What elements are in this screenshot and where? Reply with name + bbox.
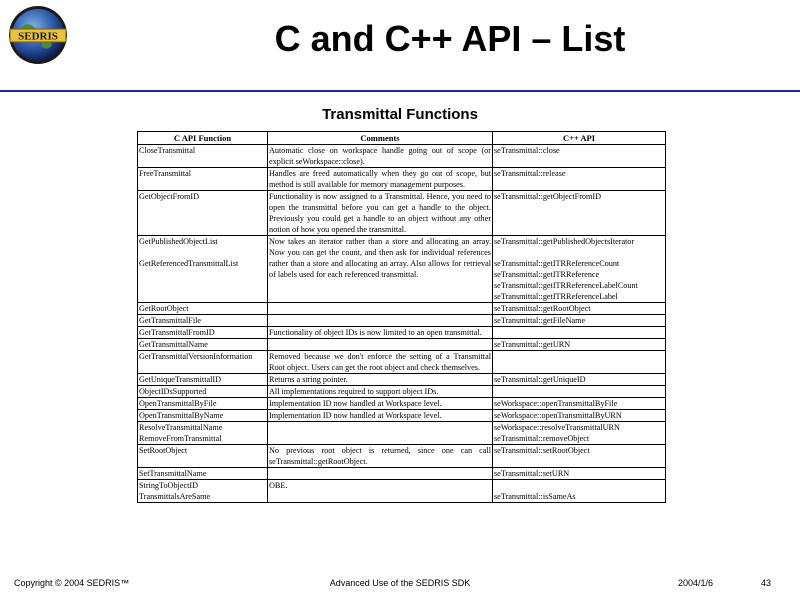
c-function-name: GetUniqueTransmittalID (139, 375, 222, 384)
cpp-api-cell (493, 386, 666, 398)
table-row (138, 145, 666, 168)
table-row (138, 339, 666, 351)
c-api-cell (138, 480, 268, 503)
cpp-method-name (494, 247, 664, 258)
c-api-cell (138, 145, 268, 168)
cpp-method-name: seTransmittal::getFileName (494, 316, 586, 325)
cpp-method-name: seTransmittal::getITRReferenceLabelCount (494, 281, 638, 290)
c-function-name: GetRootObject (139, 304, 189, 313)
comment-cell (268, 315, 493, 327)
c-function-name: FreeTransmittal (139, 169, 192, 178)
slide-title: C and C++ API – List (274, 18, 626, 59)
c-api-cell (138, 422, 268, 445)
footer-copyright: Copyright © 2004 SEDRIS™ (14, 578, 130, 588)
cpp-api-cell (493, 374, 666, 386)
comment-cell (268, 303, 493, 315)
c-api-cell (138, 315, 268, 327)
table-title: Transmittal Functions (322, 106, 478, 123)
comment-cell: No previous root object is returned, since one can call seTransmittal::getRootObject. (269, 446, 491, 466)
c-function-name: ResolveTransmittalName (139, 423, 223, 432)
comment-cell: Implementation ID now handled at Workspace level. (268, 398, 493, 410)
cpp-method-name: seTransmittal::removeObject (494, 434, 590, 443)
cpp-method-name: seTransmittal::getRootObject (494, 304, 591, 313)
header-c-api: C API Function (138, 132, 268, 145)
c-api-cell (138, 351, 268, 374)
c-function-name: OpenTransmittalByFile (139, 399, 217, 408)
c-api-cell (138, 468, 268, 480)
table-row (138, 351, 666, 374)
c-api-cell (138, 445, 268, 468)
cpp-api-cell (493, 315, 666, 327)
header-comments: Comments (268, 132, 493, 145)
cpp-api-cell (493, 410, 666, 422)
cpp-api-cell (493, 168, 666, 191)
c-api-cell (138, 327, 268, 339)
c-function-name: GetTransmittalName (139, 340, 208, 349)
cpp-method-name: seWorkspace::openTransmittalByURN (494, 411, 622, 420)
cpp-method-name: seTransmittal::setRootObject (494, 446, 590, 455)
c-api-cell (138, 168, 268, 191)
footer-title: Advanced Use of the SEDRIS SDK (329, 578, 471, 588)
cpp-api-cell (493, 145, 666, 168)
cpp-api-cell (493, 445, 666, 468)
title-divider (0, 90, 800, 92)
c-function-name: OpenTransmittalByName (139, 411, 224, 420)
comment-cell (268, 468, 493, 480)
cpp-method-name: seWorkspace::openTransmittalByFile (494, 399, 618, 408)
c-function-name: GetTransmittalFromID (139, 328, 215, 337)
c-function-name: RemoveFromTransmittal (139, 434, 222, 443)
cpp-api-cell (493, 236, 666, 303)
cpp-method-name: seTransmittal::getITRReferenceCount (494, 259, 620, 268)
cpp-method-name: seWorkspace::resolveTransmittalURN (494, 423, 620, 432)
cpp-api-cell (493, 422, 666, 445)
c-api-cell (138, 303, 268, 315)
cpp-api-cell (493, 303, 666, 315)
c-api-cell (138, 191, 268, 236)
table-row (138, 480, 666, 503)
cpp-method-name: seTransmittal::release (494, 169, 566, 178)
table-row (138, 410, 666, 422)
cpp-method-name: seTransmittal::getPublishedObjectsIterator (494, 237, 635, 246)
comment-cell: Returns a string pointer. (268, 374, 493, 386)
c-function-name: GetPublishedObjectList (139, 237, 218, 246)
cpp-api-cell (493, 191, 666, 236)
c-api-cell (138, 339, 268, 351)
comment-cell: Implementation ID now handled at Workspace level. (268, 410, 493, 422)
comment-cell: Automatic close on workspace handle going out of scope (or explicit seWorkspace::close). (269, 146, 491, 166)
comment-cell: Now takes an iterator rather than a store and allocating an array. Now you can get the count, and then ask for individual references rather than a store and allocating an array. Also allows for retrieval of labels used for each referenced transmittal. (268, 236, 493, 303)
cpp-method-name: seTransmittal::getITRReferenceLabel (494, 292, 618, 301)
c-function-name: TransmittalsAreSame (139, 492, 211, 501)
c-api-cell (138, 398, 268, 410)
cpp-api-cell (493, 398, 666, 410)
c-api-cell (138, 374, 268, 386)
cpp-method-name: seTransmittal::setURN (494, 469, 570, 478)
table-row (138, 327, 666, 339)
cpp-method-name: seTransmittal::getUniqueID (494, 375, 586, 384)
comment-cell (268, 422, 493, 445)
footer-date: 2004/1/6 (678, 578, 714, 588)
header-cpp-api: C++ API (493, 132, 666, 145)
transmittal-functions-table (137, 131, 666, 503)
table-row (138, 236, 666, 303)
c-function-name (139, 247, 266, 258)
cpp-method-name: seTransmittal::close (494, 146, 560, 155)
table-row (138, 168, 666, 191)
cpp-api-cell (493, 480, 666, 503)
c-function-name: SetTransmittalName (139, 469, 207, 478)
cpp-method-name (494, 480, 664, 491)
cpp-api-cell (493, 339, 666, 351)
comment-cell: OBE. (268, 480, 493, 503)
c-api-cell (138, 386, 268, 398)
table-row (138, 468, 666, 480)
c-function-name: GetTransmittalVersionInformation (139, 352, 253, 361)
comment-cell: Handles are freed automatically when they go out of scope, but method is still available for memory management purposes. (269, 169, 491, 189)
comment-cell: Removed because we don't enforce the setting of a Transmittal Root object. Users can get the root object and check themselves. (269, 352, 491, 372)
comment-cell: Functionality of object IDs is now limited to an open transmittal. (268, 327, 493, 339)
table-row (138, 398, 666, 410)
c-api-cell (138, 236, 268, 303)
cpp-api-cell (493, 327, 666, 339)
table-row (138, 303, 666, 315)
c-function-name: CloseTransmittal (139, 146, 196, 155)
comment-cell: Functionality is now assigned to a Transmittal. Hence, you need to open the transmittal before you can get a handle to the object. Previously you could get a handle to an object without any other notion of how you opened the transmittal. (269, 192, 491, 234)
comment-cell: All implementations required to support object IDs. (268, 386, 493, 398)
c-api-cell (138, 410, 268, 422)
c-function-name: GetReferencedTransmittalList (139, 259, 239, 268)
cpp-api-cell (493, 468, 666, 480)
table-row (138, 374, 666, 386)
table-row (138, 191, 666, 236)
cpp-api-cell (493, 351, 666, 374)
footer-page-number: 43 (761, 578, 772, 588)
c-function-name: StringToObjectID (139, 481, 199, 490)
table-row (138, 445, 666, 468)
cpp-method-name: seTransmittal::isSameAs (494, 492, 576, 501)
table-row (138, 386, 666, 398)
table-row (138, 422, 666, 445)
c-function-name: GetTransmittalFile (139, 316, 202, 325)
comment-cell (268, 339, 493, 351)
cpp-method-name: seTransmittal::getITRReference (494, 270, 600, 279)
cpp-method-name: seTransmittal::getURN (494, 340, 571, 349)
c-function-name: ObjectIDsSupported (139, 387, 207, 396)
cpp-method-name: seTransmittal::getObjectFromID (494, 192, 602, 201)
table-header-row (138, 132, 666, 145)
logo-text: SEDRIS (18, 30, 58, 43)
c-function-name: SetRootObject (139, 446, 188, 455)
table-row (138, 315, 666, 327)
c-function-name: GetObjectFromID (139, 192, 200, 201)
